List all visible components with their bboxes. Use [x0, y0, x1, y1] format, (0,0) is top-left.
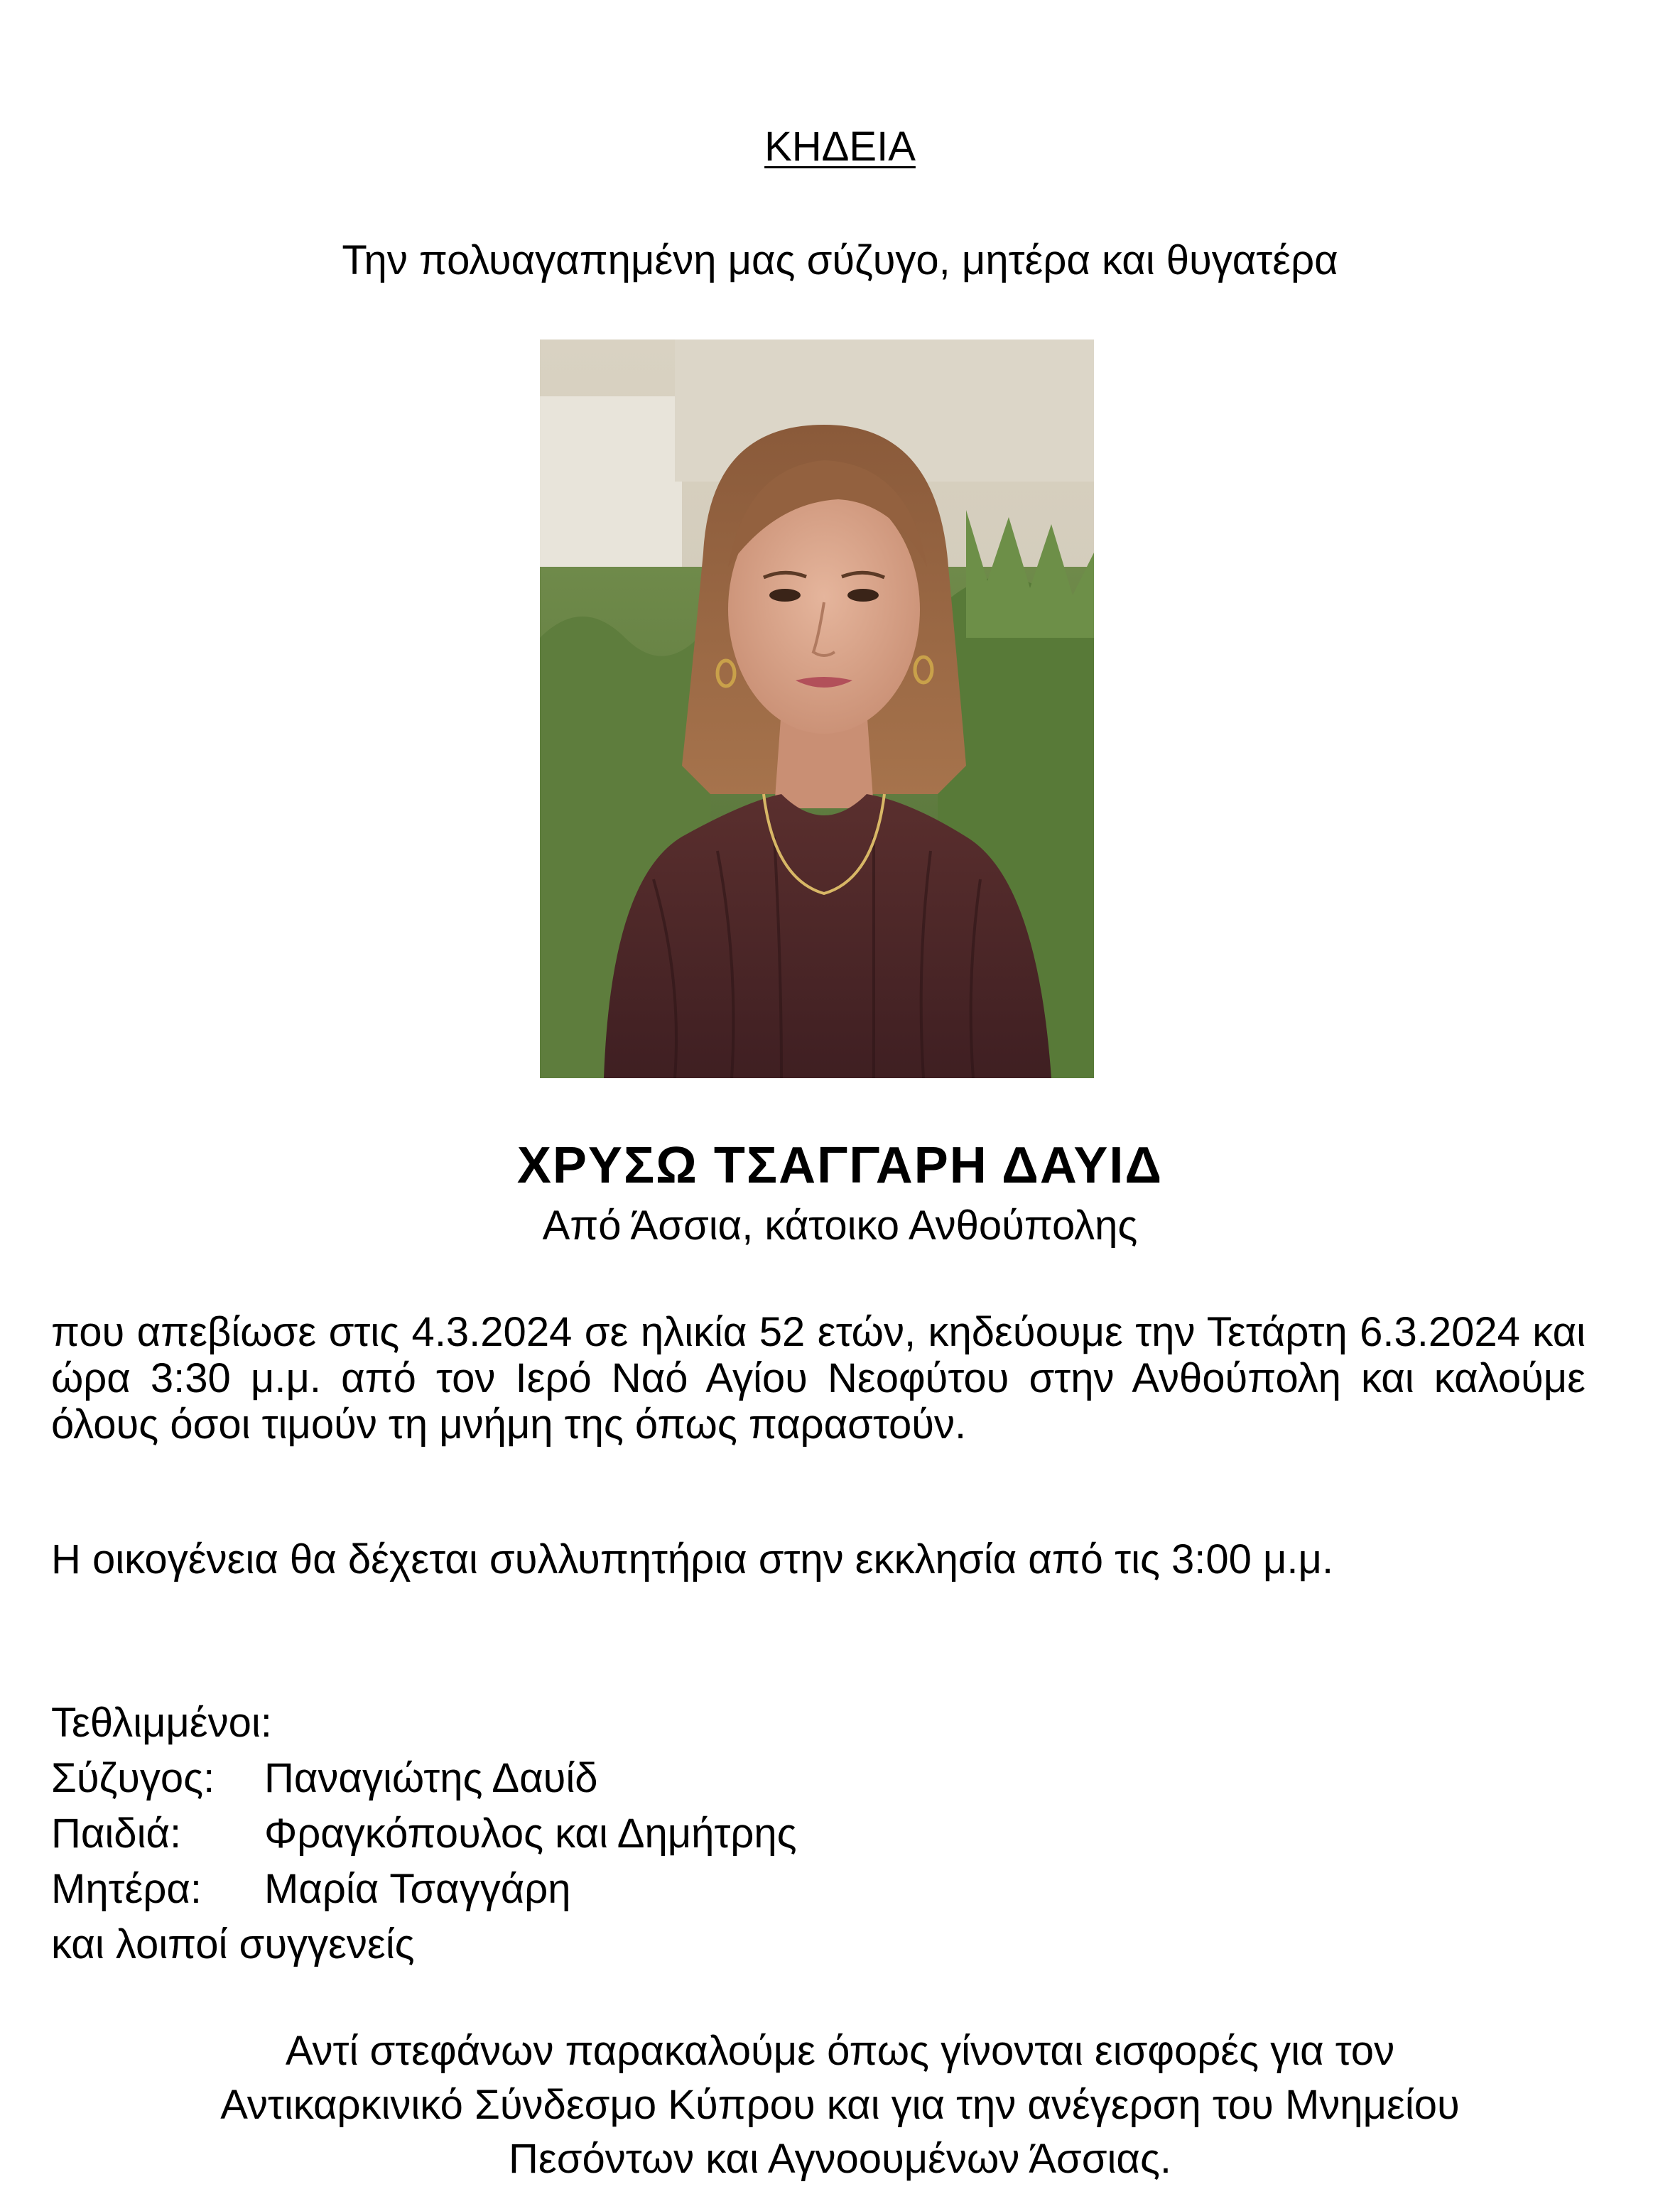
notice-title [0, 122, 1680, 172]
mourner-label: Παιδιά: [51, 1810, 182, 1857]
appeal-line: Αντικαρκινικό Σύνδεσμο Κύπρου και για την ανέγερση του Μνημείου [220, 2082, 1460, 2128]
mourner-row-children [51, 1806, 797, 1862]
mourner-row-mother [51, 1862, 797, 1917]
appeal-line: Αντί στεφάνων παρακαλούμε όπως γίνονται εισφορές για τον [285, 2028, 1395, 2074]
notice-title-text: ΚΗΔΕΙΑ [764, 124, 916, 170]
mourner-label: Σύζυγος: [51, 1755, 215, 1801]
mourner-value: Φραγκόπουλος και Δημήτρης [264, 1810, 797, 1857]
funeral-details-paragraph: που απεβίωσε στις 4.3.2024 σε ηλικία 52 ετών, κηδεύουμε την Τετάρτη 6.3.2024 και ώρα 3:30 μ.μ. από τον Ιερό Ναό Αγίου Νεοφύτου στην Ανθούπολη και καλούμε όλους όσοι τιμούν τη μνήμη της όπως παραστούν. [51, 1309, 1586, 1448]
mourners-footer: και λοιποί συγγενείς [51, 1921, 415, 1967]
portrait-photo [540, 340, 1094, 1078]
mourners-heading: Τεθλιμμένοι: [51, 1700, 272, 1746]
donation-appeal [0, 2024, 1680, 2186]
origin-line: Από Άσσια, κάτοικο Ανθούπολης [542, 1202, 1138, 1249]
appeal-line: Πεσόντων και Αγνοουμένων Άσσιας. [508, 2136, 1172, 2182]
mourner-row-spouse [51, 1751, 797, 1806]
mourners-block [51, 1695, 797, 1972]
mourner-value: Μαρία Τσαγγάρη [264, 1866, 571, 1912]
intro-line: Την πολυαγαπημένη μας σύζυγο, μητέρα και θυγατέρα [342, 237, 1338, 283]
condolences-line: Η οικογένεια θα δέχεται συλλυπητήρια στην εκκλησία από τις 3:00 μ.μ. [51, 1536, 1334, 1582]
mourner-value: Παναγιώτης Δαυίδ [264, 1755, 598, 1801]
deceased-name: ΧΡΥΣΩ ΤΣΑΓΓΑΡΗ ΔΑΥΙΔ [516, 1137, 1164, 1194]
mourner-label: Μητέρα: [51, 1866, 202, 1912]
